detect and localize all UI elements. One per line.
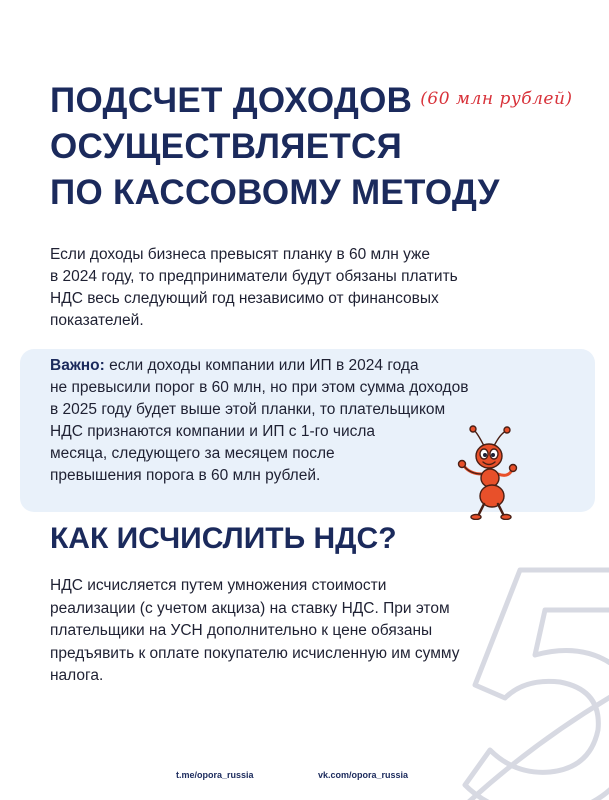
important-label: Важно:	[50, 357, 105, 374]
ant-mascot-icon	[452, 424, 532, 520]
paragraph-line: не превысили порог в 60 млн, но при этом сумма доходов	[50, 379, 469, 396]
paragraph-line: НДС весь следующий год независимо от финансовых	[50, 290, 439, 307]
paragraph-line: в 2025 году будет выше этой планки, то плательщиком	[50, 401, 446, 418]
page-title	[50, 76, 573, 216]
paragraph-line: месяца, следующего за месяцем после	[50, 445, 335, 462]
paragraph-line: НДС признаются компании и ИП с 1-го числа	[50, 423, 376, 440]
paragraph-line: налога.	[50, 667, 104, 684]
paragraph-line: Важно: если доходы компании или ИП в 2024 года	[50, 357, 419, 374]
vat-paragraph	[50, 575, 460, 688]
paragraph-line: показателей.	[50, 312, 144, 329]
handwritten-note: (60 млн рублей)	[420, 89, 573, 109]
important-paragraph	[50, 355, 468, 487]
vk-link[interactable]: vk.com/opora_russia	[318, 770, 409, 780]
paragraph-line: предъявить к оплате покупателю исчисленную им сумму	[50, 644, 460, 662]
title-line-1: ПОДСЧЕТ ДОХОДОВ $^{(60 млн рублей)}$	[50, 81, 573, 120]
telegram-link[interactable]: t.me/opora_russia	[176, 770, 254, 780]
paragraph-line: превышения порога в 60 млн рублей.	[50, 467, 321, 484]
intro-paragraph	[50, 244, 458, 332]
title-line-3: ПО КАССОВОМУ МЕТОДУ	[50, 173, 500, 212]
paragraph-line: в 2024 году, то предприниматели будут обязаны платить	[50, 268, 458, 285]
number-5-watermark-icon	[450, 560, 609, 800]
paragraph-line: плательщики на УСН дополнительно к цене обязаны	[50, 622, 433, 639]
title-line-2: ОСУЩЕСТВЛЯЕТСЯ	[50, 127, 403, 166]
paragraph-line: реализации (с учетом акциза) на ставку НДС. При этом	[50, 599, 450, 617]
section-heading: КАК ИСЧИСЛИТЬ НДС?	[50, 522, 397, 555]
paragraph-line: Если доходы бизнеса превысят планку в 60 млн уже	[50, 246, 431, 263]
paragraph-line: НДС исчисляется путем умножения стоимости	[50, 577, 387, 594]
